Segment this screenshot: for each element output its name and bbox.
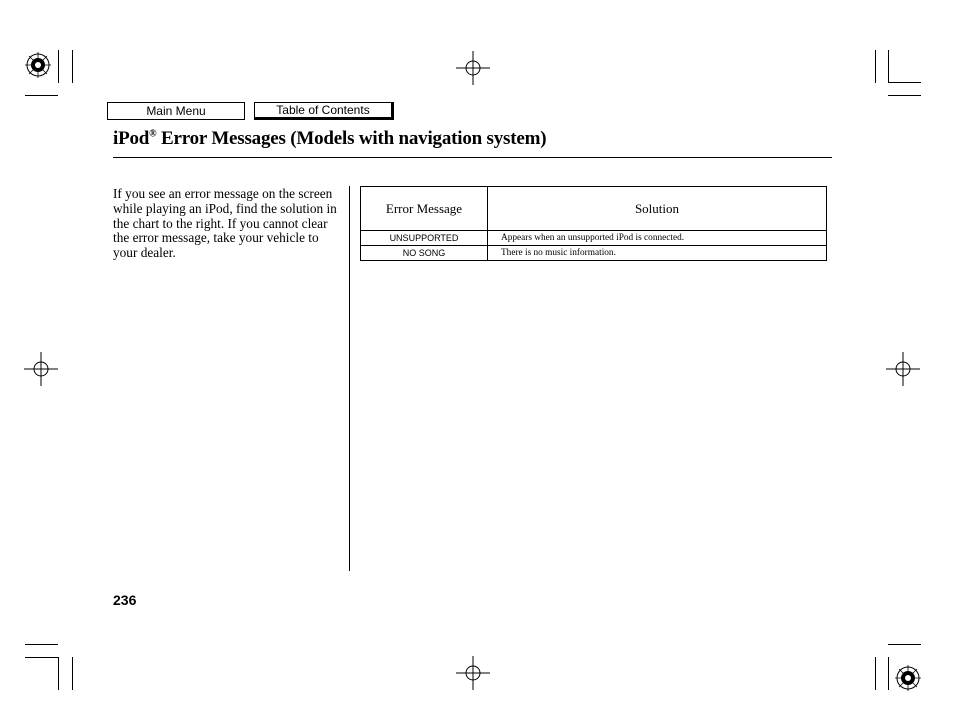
header-solution: Solution [488, 187, 827, 231]
intro-paragraph: If you see an error message on the screen while playing an iPod, find the solution in the chart to the right. If you cannot clear the error message, take your vehicle to your dealer. [113, 186, 337, 261]
registered-mark: ® [149, 128, 157, 140]
crosshair-right-middle [886, 352, 920, 386]
crosshair-left-middle [24, 352, 58, 386]
crosshair-top-center [456, 51, 490, 85]
table-row [361, 231, 827, 246]
error-message-table [360, 186, 827, 261]
title-prefix: iPod [113, 128, 150, 149]
table-of-contents-label: Table of Contents [276, 103, 370, 117]
main-menu-button[interactable] [107, 102, 245, 120]
title-rest: Error Messages (Models with navigation system) [156, 128, 547, 149]
header-error-message: Error Message [361, 187, 488, 231]
row-solution: Appears when an unsupported iPod is connected. [488, 231, 827, 246]
title-rule [113, 157, 832, 158]
registration-target-top-left [24, 51, 52, 79]
table-of-contents-button[interactable] [254, 102, 394, 120]
crosshair-bottom-center [456, 656, 490, 690]
main-menu-label: Main Menu [146, 104, 206, 118]
table-header-row [361, 187, 827, 231]
table-row [361, 246, 827, 261]
row-error-message: NO SONG [361, 246, 488, 261]
row-solution: There is no music information. [488, 246, 827, 261]
row-error-message: UNSUPPORTED [361, 231, 488, 246]
page-title [113, 128, 546, 150]
page-number: 236 [113, 592, 137, 608]
column-divider [349, 186, 350, 571]
registration-target-bottom-right [894, 664, 922, 692]
